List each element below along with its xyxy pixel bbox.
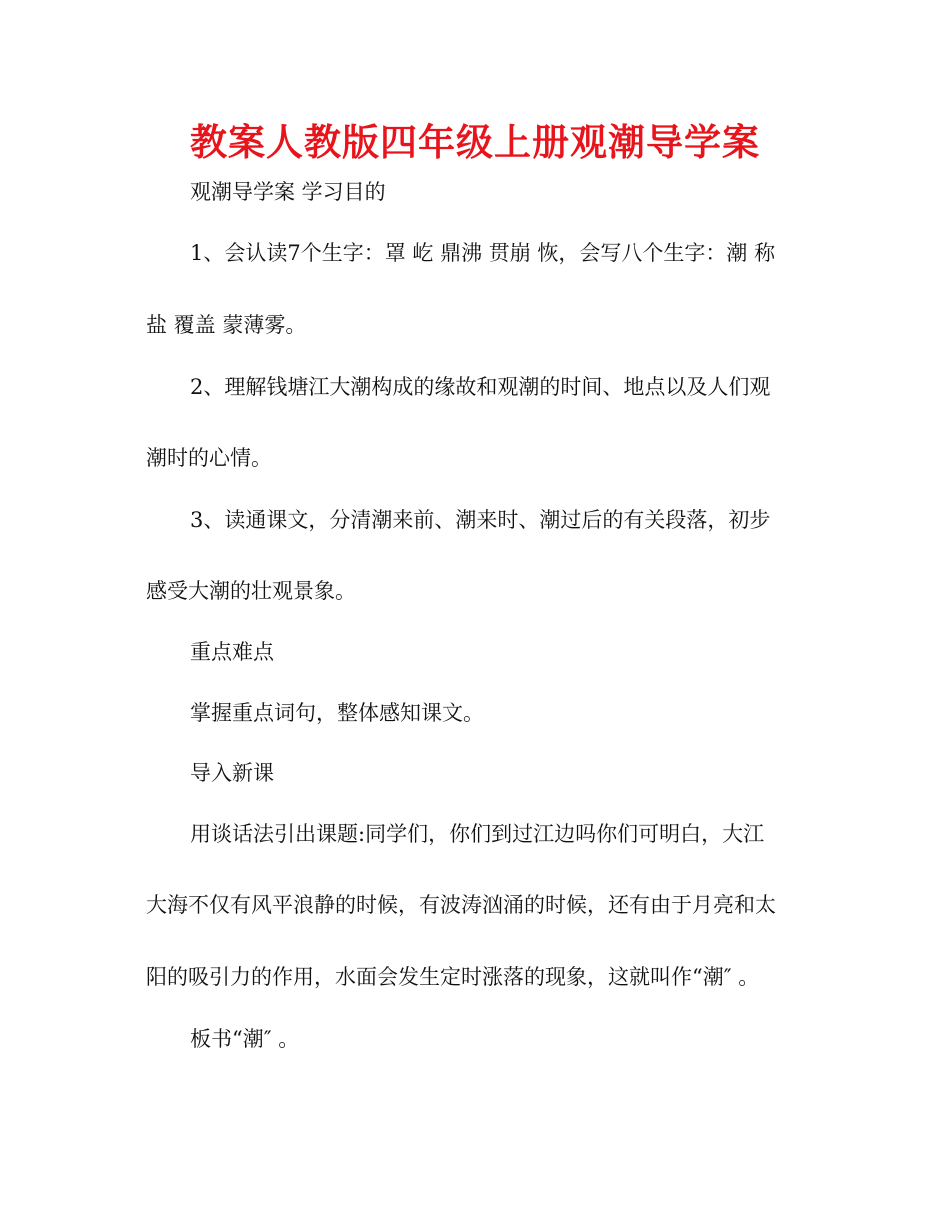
paragraph-line: 潮时的心情。 [146, 446, 272, 470]
paragraph-line: 用谈话法引出课题:同学们，你们到过江边吗你们可明白，大江 [190, 822, 765, 846]
document-title: 教案人教版四年级上册观潮导学案 [190, 121, 760, 164]
paragraph-line: 3、读通课文，分清潮来前、潮来时、潮过后的有关段落，初步 [190, 508, 771, 532]
paragraph-line: 盐 覆盖 蒙薄雾。 [146, 313, 307, 337]
paragraph-line: 板书“潮″ 。 [190, 1027, 300, 1051]
section-heading-key-points: 重点难点 [190, 640, 274, 664]
section-heading-introduction: 导入新课 [190, 761, 274, 785]
paragraph-line: 感受大潮的壮观景象。 [146, 579, 356, 603]
paragraph-line: 大海不仅有风平浪静的时候，有波涛汹涌的时候，还有由于月亮和太 [146, 893, 776, 917]
paragraph-line: 1、会认读7个生字：罩 屹 鼎沸 贯崩 恢，会写八个生字：潮 称 [190, 241, 776, 265]
paragraph-line: 2、理解钱塘江大潮构成的缘故和观潮的时间、地点以及人们观 [190, 375, 771, 399]
paragraph-heading-objectives: 观潮导学案 学习目的 [190, 180, 386, 204]
paragraph-line: 阳的吸引力的作用，水面会发生定时涨落的现象，这就叫作“潮″ 。 [146, 965, 760, 989]
paragraph-line: 掌握重点词句，整体感知课文。 [190, 701, 484, 725]
